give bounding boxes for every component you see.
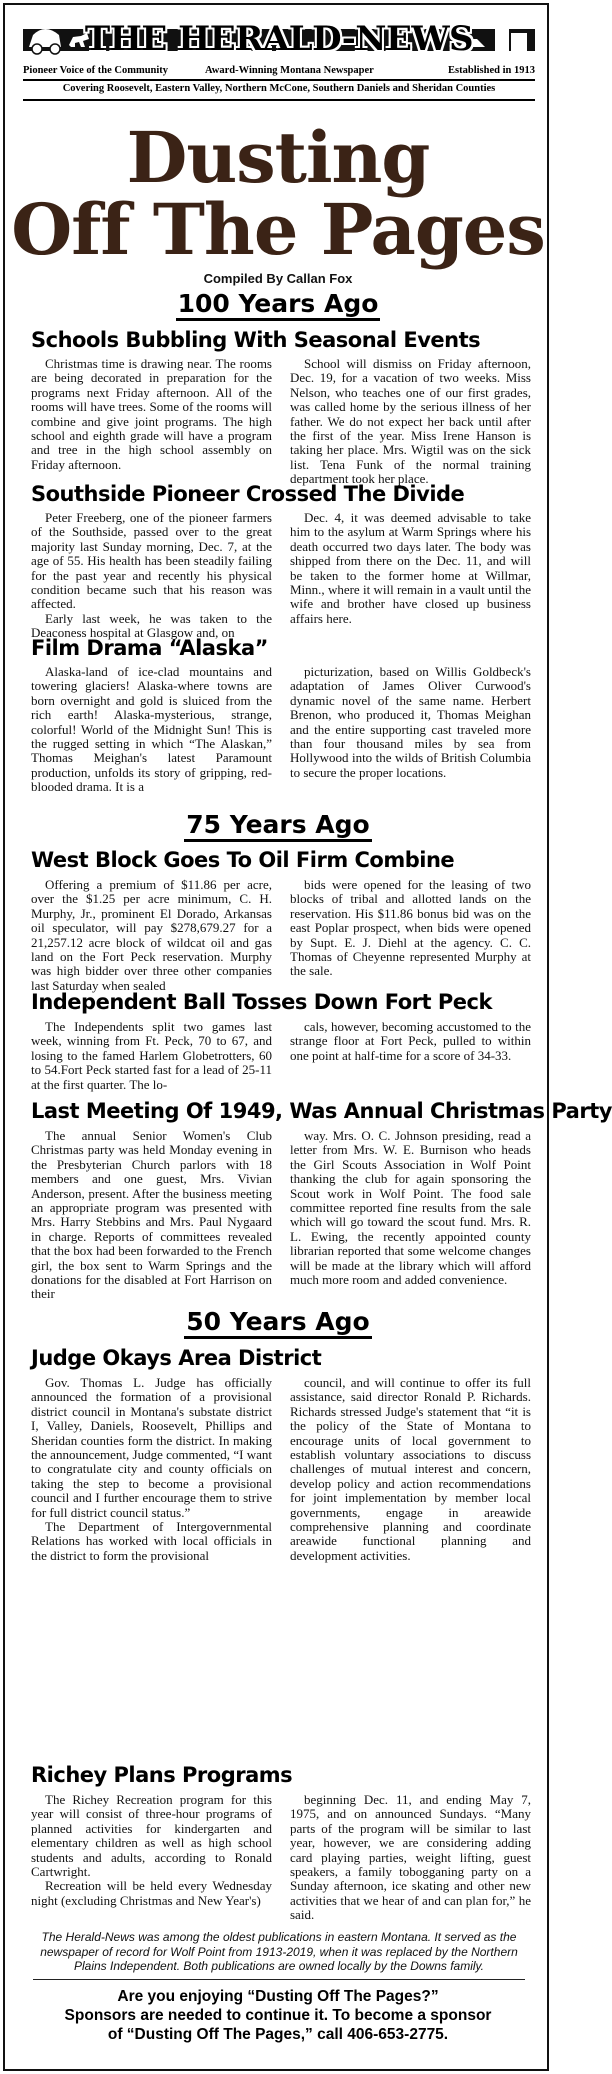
sponsor-promo-line-3: of “Dusting Off The Pages,” call 406-653-2775. (107, 2026, 449, 2043)
article-column-left: Alaska-land of ice-clad mountains and towering glaciers! Alaska-where towns are born overnight and gold is sluiced from the rich earth! Alaska-mysterious, strange, colorful! World of the Midnight Sun! This is the rugged setting in which “The Alaskan,” Thomas Meighan's latest Paramount production, unfolds its story of gripping, red-blooded drama. It is a (31, 664, 272, 795)
feature-title-line-1: Dusting (126, 116, 430, 199)
article-column-right: beginning Dec. 11, and ending May 7, 1975, and on announced Sundays. “Many parts of the program will be similar to last year, however, we are considering adding card playing parties, weight lifting, guest speakers, a family tobogganing party on a Sunday afternoon, ice skating and other new activities that we hear of and can plan for,” he said. (290, 1792, 531, 1923)
article-column-left: The annual Senior Women's Club Christmas party was held Monday evening in the Presbyterian Church parlors with 18 members and one guest, Mrs. Vivian Anderson, present. After the business meeting an appropriate program was presented with Mrs. Harry Stebbins and Mrs. Paul Nygaard in charge. Reports of committees revealed that the box had been forwarded to the French girl, the box sent to Warm Springs and the donations for the disabled at Fort Harrison on their (31, 1128, 272, 1302)
article-headline: Independent Ball Tosses Down Fort Peck (31, 990, 492, 1014)
masthead-tagline-center: Award-Winning Montana Newspaper (205, 65, 374, 76)
masthead-coverage: Covering Roosevelt, Eastern Valley, Northern McCone, Southern Daniels and Sheridan Counties (62, 83, 496, 94)
article-headline: West Block Goes To Oil Firm Combine (31, 848, 455, 872)
section-heading-50-years: 50 Years Ago (5, 1307, 551, 1337)
article-column-right: picturization, based on Willis Goldbeck's adaptation of James Oliver Curwood's dynamic novel of the same name. Herbert Brenon, who produced it, Thomas Meighan and the entire supporting cast traveled more than four thousand miles by sea from Hollywood into the wilds of British Columbia to secure the proper locations. (290, 664, 531, 780)
article-headline: Film Drama “Alaska” (31, 636, 268, 660)
article-column-right: Dec. 4, it was deemed advisable to take him to the asylum at Warm Springs where his death occurred two days later. The body was shipped from there on the Dec. 11, and will be taken to the former home at Willmar, Minn., where it will remain in a vault until the wife and brother have closed up business affairs here. (290, 510, 531, 626)
sponsor-promo (25, 1987, 531, 2044)
masthead-title: THE HERALD-NEWS (84, 19, 474, 59)
article-headline: Richey Plans Programs (31, 1763, 293, 1787)
publication-footnote: The Herald-News was among the oldest publications in eastern Montana. It served as the newspaper of record for Wolf Point from 1913-2019, when it was replaced by the Northern Plains Independent. Both publications are owned locally by the Downs family. (40, 1930, 518, 1973)
footer-divider (33, 1979, 525, 1980)
article-column-right: way. Mrs. O. C. Johnson presiding, read a letter from Mrs. W. E. Burnison who heads the Girl Scouts Association in Wolf Point thanking the club for again sponsoring the Scout work in Wolf Point. The food sale committee reported fine results from the sale which will go toward the scout fund. Mrs. R. L. Ewing, the recently appointed county librarian reported that some welcome changes will be made at the library which will afford much more room and added convenience. (290, 1128, 531, 1288)
article-column-left: Offering a premium of $11.86 per acre, over the $1.25 per acre minimum, C. H. Murphy, Jr., prominent El Dorado, Arkansas oil speculator, will pay $278,679.27 for a 21,257.12 acre block of wildcat oil and gas land on the Fort Peck reservation. Murphy was high bidder over three other companies last Saturday when sealed (31, 877, 272, 993)
article-column-left: The Independents split two games last week, winning from Ft. Peck, 70 to 67, and losing to the famed Harlem Globetrotters, 60 to 54.Fort Peck started fast for a lead of 25-11 at the first quarter. The lo- (31, 1019, 272, 1092)
masthead-rule-top (23, 79, 535, 81)
section-heading-75-years: 75 Years Ago (5, 810, 551, 840)
article-headline: Judge Okays Area District (31, 1346, 322, 1370)
compiled-by-credit: Compiled By Callan Fox (203, 271, 353, 286)
article-column-left: Christmas time is drawing near. The rooms are being decorated in preparation for the programs next Friday afternoon. All of the rooms will have trees. Some of the rooms will combine and give joint programs. The high school and eighth grade will have a program and tree in the high school assembly on Friday afternoon. (31, 356, 272, 472)
sponsor-promo-line-2: Sponsors are needed to continue it. To become a sponsor (64, 2007, 492, 2024)
masthead-tagline-right: Established in 1913 (448, 65, 535, 76)
article-headline: Schools Bubbling With Seasonal Events (31, 328, 481, 352)
article-column-left: The Richey Recreation program for this year will consist of three-hour programs of planned activities for kindergarten and elementary children as well as high school students and adults, according to Ronald Cartwright. Recreation will be held every Wednesday night (excluding Christmas and New Year's) (31, 1792, 272, 1908)
article-column-right: School will dismiss on Friday afternoon, Dec. 19, for a vacation of two weeks. Miss Nelson, who teaches one of our first grades, was called home by the serious illness of her father. We do not expect her back until after the first of the year. Miss Irene Hanson is taking her place. Mrs. Wigtil was on the sick list. Tena Funk of the normal training department took her place. (290, 356, 531, 487)
article-column-right: council, and will continue to offer its full assistance, said director Ronald P. Richards. Richards stressed Judge's statement that “it is the policy of the State of Montana to encourage units of local government to establish voluntary associations to discuss challenges of mutual interest and concern, develop policy and action recommendations for joint implementation by member local governments, engage in areawide comprehensive planning and coordinate areawide functional planning and development activities. (290, 1375, 531, 1563)
masthead-rule-bottom (23, 99, 535, 101)
article-headline: Last Meeting Of 1949, Was Annual Christmas Party (31, 1099, 612, 1123)
sponsor-promo-line-1: Are you enjoying “Dusting Off The Pages?” (117, 1988, 439, 2005)
section-heading-100-years: 100 Years Ago (5, 289, 551, 319)
article-column-left: Gov. Thomas L. Judge has officially announced the formation of a provisional district council in Montana's substate district I, Valley, Daniels, Roosevelt, Phillips and Sheridan counties form the district. In making the announcement, Judge commented, “I want to congratulate city and county officials on taking the step to become a provisional council and I further encourage them to strive for full district council status.” The Department of Intergovernmental Relations has worked with local officials in the district to form the provisional (31, 1375, 272, 1563)
feature-title-line-2: Off The Pages (11, 188, 545, 271)
article-column-right: cals, however, becoming accustomed to the strange floor at Fort Peck, pulled to within one point at half-time for a score of 34-33. (290, 1019, 531, 1063)
article-column-right: bids were opened for the leasing of two blocks of tribal and allotted lands on the reservation. His $11.86 bonus bid was on the east Poplar prospect, when bids were opened by Supt. E. J. Diehl at the agency. C. C. Thomas of Cheyenne represented Murphy at the sale. (290, 877, 531, 979)
article-column-left: Peter Freeberg, one of the pioneer farmers of the Southside, passed over to the great majority last Sunday morning, Dec. 7, at the age of 55. His health has been steadily failing for the past year and recently his physical condition became such that his reason was affected. Early last week, he was taken to the Deaconess hospital at Glasgow and, on (31, 510, 272, 641)
masthead-tagline-left: Pioneer Voice of the Community (23, 65, 169, 76)
newspaper-page (3, 3, 612, 2071)
article-headline: Southside Pioneer Crossed The Divide (31, 482, 465, 506)
masthead (23, 15, 535, 121)
